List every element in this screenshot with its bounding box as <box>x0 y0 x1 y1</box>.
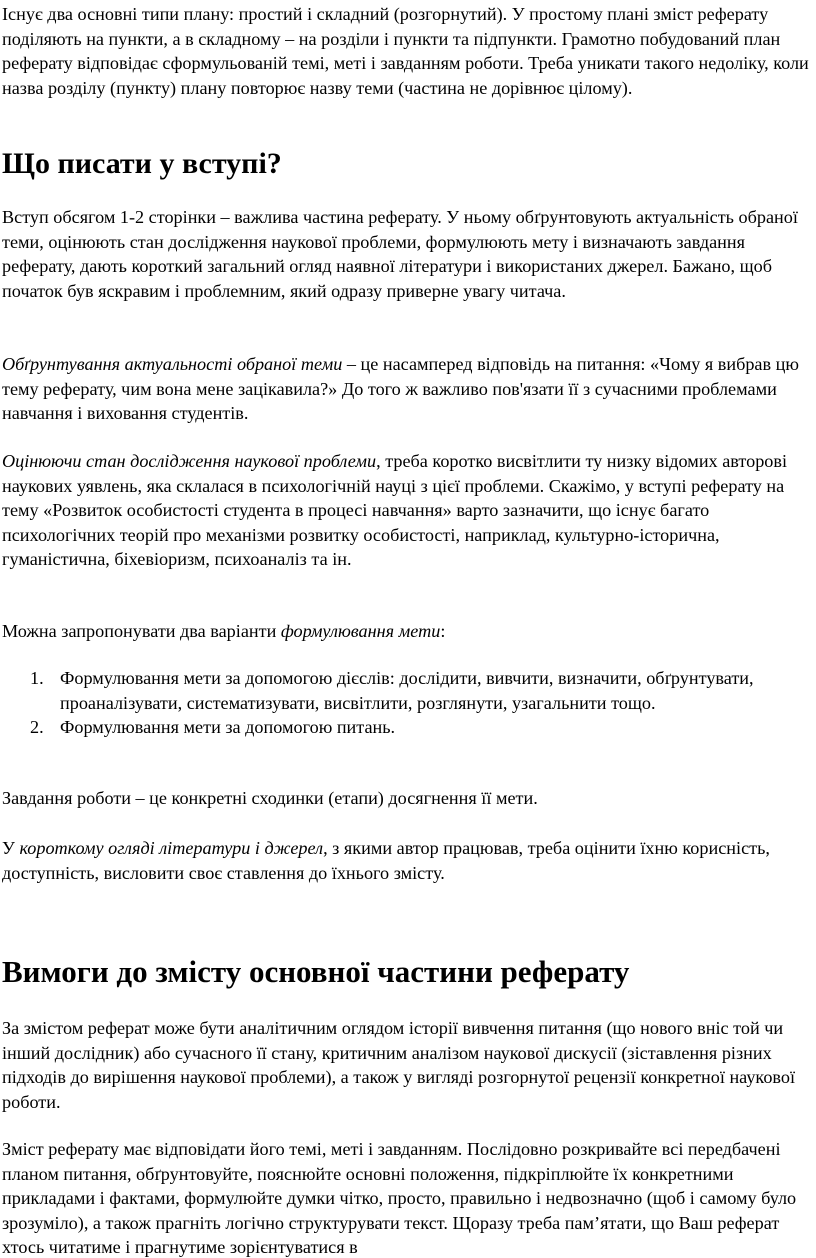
list-item-text: Формулювання мети за допомогою дієслів: дослідити, вивчити, визначити, обґрунтувати, проаналізувати, систематизувати, висвітлити, розглянути, узагальнити тощо. <box>60 668 754 713</box>
review-term: короткому огляді літератури і джерел <box>19 838 324 858</box>
goal-term: формулювання мети <box>280 621 441 641</box>
heading-intro: Що писати у вступі? <box>2 147 282 180</box>
list-item-number: 2. <box>30 717 44 737</box>
main-part-paragraph-2: Зміст реферату має відповідати його темі, меті і завданням. Послідовно розкривайте всі передбачені планом питання, обґрунтовуйте, пояснюйте основні положення, підкріплюйте їх конкретними прикладами і фактами, формулюйте думки чітко, просто, правильно і недвозначно (щоб і самому було зрозуміло), а також прагніть логічно структурувати текст. Щоразу треба пам’ятати, що Ваш реферат хтось читатиме і прагнутиме зорієнтуватися в <box>2 1139 797 1257</box>
list-item-text: Формулювання мети за допомогою питань. <box>60 717 396 737</box>
goal-before: Можна запропонувати два варіанти <box>2 621 281 641</box>
research-state-term: Оцінюючи стан дослідження наукової проблеми <box>2 451 377 471</box>
intro-paragraph: Існує два основні типи плану: простий і складний (розгорнутий). У простому плані зміст реферату поділяють на пункти, а в складному – на розділи і пункти та підпункти. Грамотно побудований план реферату відповідає сформульованій темі, меті і завданням роботи. Треба уникати такого недоліку, коли назва розділу (пункту) плану повторює назву теми (частина не дорівнює цілому). <box>2 4 809 98</box>
literature-review-paragraph <box>2 836 814 885</box>
intro-description-paragraph: Вступ обсягом 1-2 сторінки – важлива частина реферату. У ньому обґрунтовують актуальність обраної теми, оцінюють стан дослідження наукової проблеми, формулюють мету і визначають завдання реферату, дають короткий загальний огляд наявної літератури і використаних джерел. Бажано, щоб початок був яскравим і проблемним, який одразу приверне увагу читача. <box>2 207 798 301</box>
goal-paragraph <box>2 619 814 644</box>
tasks-paragraph: Завдання роботи – це конкретні сходинки (етапи) досягнення її мети. <box>2 788 538 808</box>
list-item <box>2 715 814 740</box>
list-item-number: 1. <box>30 668 44 688</box>
relevance-text: – це насамперед відповідь на питання: «Чому я вибрав цю тему реферату, чим вона мене зацікавила?» До того ж важливо пов'язати її з сучасними проблемами навчання і виховання студентів. <box>2 354 799 423</box>
relevance-paragraph <box>2 352 814 426</box>
main-part-paragraph-1: За змістом реферат може бути аналітичним оглядом історії вивчення питання (що нового вніс той чи інший дослідник) або сучасного її стану, критичним аналізом наукової дискусії (зіставлення різних підходів до вирішення наукової проблеми), а також у вигляді розгорнутої рецензії конкретної наукової роботи. <box>2 1018 796 1112</box>
research-state-paragraph <box>2 449 814 572</box>
review-after: , з якими автор працював, треба оцінити їхню корисність, доступність, висловити своє ставлення до їхнього змісту. <box>2 838 770 883</box>
heading-main-part: Вимоги до змісту основної частини реферату <box>2 954 630 989</box>
review-before: У <box>2 838 20 858</box>
goal-after: : <box>440 621 446 641</box>
goal-list <box>2 666 814 740</box>
relevance-term: Обґрунтування актуальності обраної теми <box>2 354 343 374</box>
list-item <box>2 666 814 715</box>
research-state-text: , треба коротко висвітлити ту низку відомих авторові наукових уявлень, яка склалася в психологічній науці з цієї проблеми. Скажімо, у вступі реферату на тему «Розвиток особистості студента в процесі навчання» варто зазначити, що існує багато психологічних теорій про механізми розвитку особистості, наприклад, культурно-історична, гуманістична, біхевіоризм, психоаналіз та ін. <box>2 451 788 569</box>
